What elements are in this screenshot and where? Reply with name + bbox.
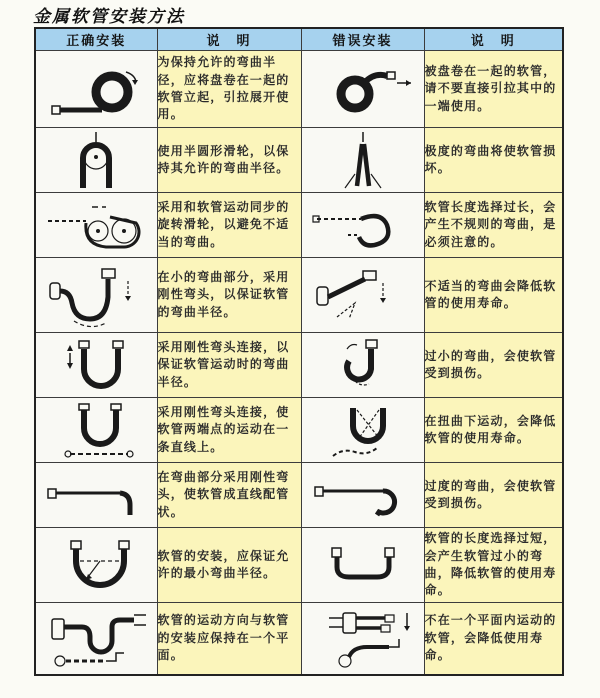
correct-description: 采用和软管运动同步的旋转滑轮，以避免不适当的弯曲。 bbox=[157, 193, 301, 258]
multi-plane-motion-hose-icon bbox=[307, 605, 419, 671]
rotating-pulleys-hose-icon bbox=[40, 195, 152, 255]
wrong-illustration-cell bbox=[301, 258, 424, 333]
correct-description: 使用半圆形滑轮，以保持其允许的弯曲半径。 bbox=[157, 128, 301, 193]
table-row bbox=[35, 528, 563, 603]
single-plane-motion-hose-icon bbox=[40, 605, 152, 671]
too-small-bend-hose-icon bbox=[307, 335, 419, 395]
wrong-illustration-cell bbox=[301, 51, 424, 128]
correct-description: 在弯曲部分采用刚性弯头，使软管成直线配管状。 bbox=[157, 463, 301, 528]
overbent-corner-hose-icon bbox=[307, 465, 419, 525]
wrong-illustration-cell bbox=[301, 528, 424, 603]
correct-description: 软管的运动方向与软管的安装应保持在一个平面。 bbox=[157, 603, 301, 675]
correct-illustration-cell bbox=[35, 258, 157, 333]
wrong-description: 软管的长度选择过短，会产生软管过小的弯曲，降低软管的使用寿命。 bbox=[424, 528, 563, 603]
correct-description: 采用刚性弯头连接，使软管两端点的运动在一条直线上。 bbox=[157, 398, 301, 463]
correct-illustration-cell bbox=[35, 528, 157, 603]
wrong-description: 过度的弯曲，会使软管受到损伤。 bbox=[424, 463, 563, 528]
wrong-description: 软管长度选择过长，会产生不规则的弯曲，是必须注意的。 bbox=[424, 193, 563, 258]
correct-illustration-cell bbox=[35, 463, 157, 528]
wrong-illustration-cell bbox=[301, 128, 424, 193]
wrong-illustration-cell bbox=[301, 463, 424, 528]
correct-illustration-cell bbox=[35, 128, 157, 193]
wrong-description: 被盘卷在一起的软管，请不要直接引拉其中的一端使用。 bbox=[424, 51, 563, 128]
standing-coil-hose-icon bbox=[40, 56, 152, 122]
straight-pipe-with-elbow-icon bbox=[40, 465, 152, 525]
table-row bbox=[35, 398, 563, 463]
correct-description: 为保持允许的弯曲半径，应将盘卷在一起的软管立起，引拉展开使用。 bbox=[157, 51, 301, 128]
table-row bbox=[35, 603, 563, 675]
wrong-illustration-cell bbox=[301, 193, 424, 258]
header-correct-install: 正确安装 bbox=[35, 28, 157, 51]
overlong-irregular-bend-hose-icon bbox=[307, 195, 419, 255]
table-row bbox=[35, 333, 563, 398]
wrong-description: 不适当的弯曲会降低软管的使用寿命。 bbox=[424, 258, 563, 333]
wrong-illustration-cell bbox=[301, 398, 424, 463]
too-short-flat-u-hose-icon bbox=[307, 531, 419, 599]
correct-illustration-cell bbox=[35, 193, 157, 258]
u-hose-straight-line-motion-icon bbox=[40, 400, 152, 460]
table-row bbox=[35, 463, 563, 528]
header-description-2: 说 明 bbox=[424, 28, 563, 51]
wrong-description: 极度的弯曲将使软管损坏。 bbox=[424, 128, 563, 193]
page-title: 金属软管安装方法 bbox=[33, 7, 185, 26]
correct-illustration-cell bbox=[35, 398, 157, 463]
semicircular-pulley-hose-icon bbox=[40, 130, 152, 190]
rigid-elbow-small-bend-hose-icon bbox=[40, 261, 152, 329]
wrong-description: 过小的弯曲，会使软管受到损伤。 bbox=[424, 333, 563, 398]
table-row bbox=[35, 51, 563, 128]
twisted-u-hose-icon bbox=[307, 400, 419, 460]
wrong-description: 不在一个平面内运动的软管，会降低使用寿命。 bbox=[424, 603, 563, 675]
correct-illustration-cell bbox=[35, 603, 157, 675]
minimum-radius-u-hose-icon bbox=[40, 531, 152, 599]
extreme-bend-hose-icon bbox=[307, 130, 419, 190]
header-description-1: 说 明 bbox=[157, 28, 301, 51]
header-wrong-install: 错误安装 bbox=[301, 28, 424, 51]
improper-bend-hose-icon bbox=[307, 261, 419, 329]
correct-illustration-cell bbox=[35, 51, 157, 128]
table-row bbox=[35, 128, 563, 193]
wrong-illustration-cell bbox=[301, 333, 424, 398]
table-row bbox=[35, 258, 563, 333]
rigid-elbow-u-hose-icon bbox=[40, 335, 152, 395]
correct-description: 在小的弯曲部分，采用刚性弯头，以保证软管的弯曲半径。 bbox=[157, 258, 301, 333]
table-row bbox=[35, 193, 563, 258]
correct-description: 采用刚性弯头连接，以保证软管运动时的弯曲半径。 bbox=[157, 333, 301, 398]
installation-table bbox=[34, 27, 564, 676]
header-row bbox=[35, 28, 563, 51]
wrong-description: 在扭曲下运动，会降低软管的使用寿命。 bbox=[424, 398, 563, 463]
pulled-coil-hose-icon bbox=[307, 56, 419, 122]
wrong-illustration-cell bbox=[301, 603, 424, 675]
correct-description: 软管的安装，应保证允许的最小弯曲半径。 bbox=[157, 528, 301, 603]
correct-illustration-cell bbox=[35, 333, 157, 398]
